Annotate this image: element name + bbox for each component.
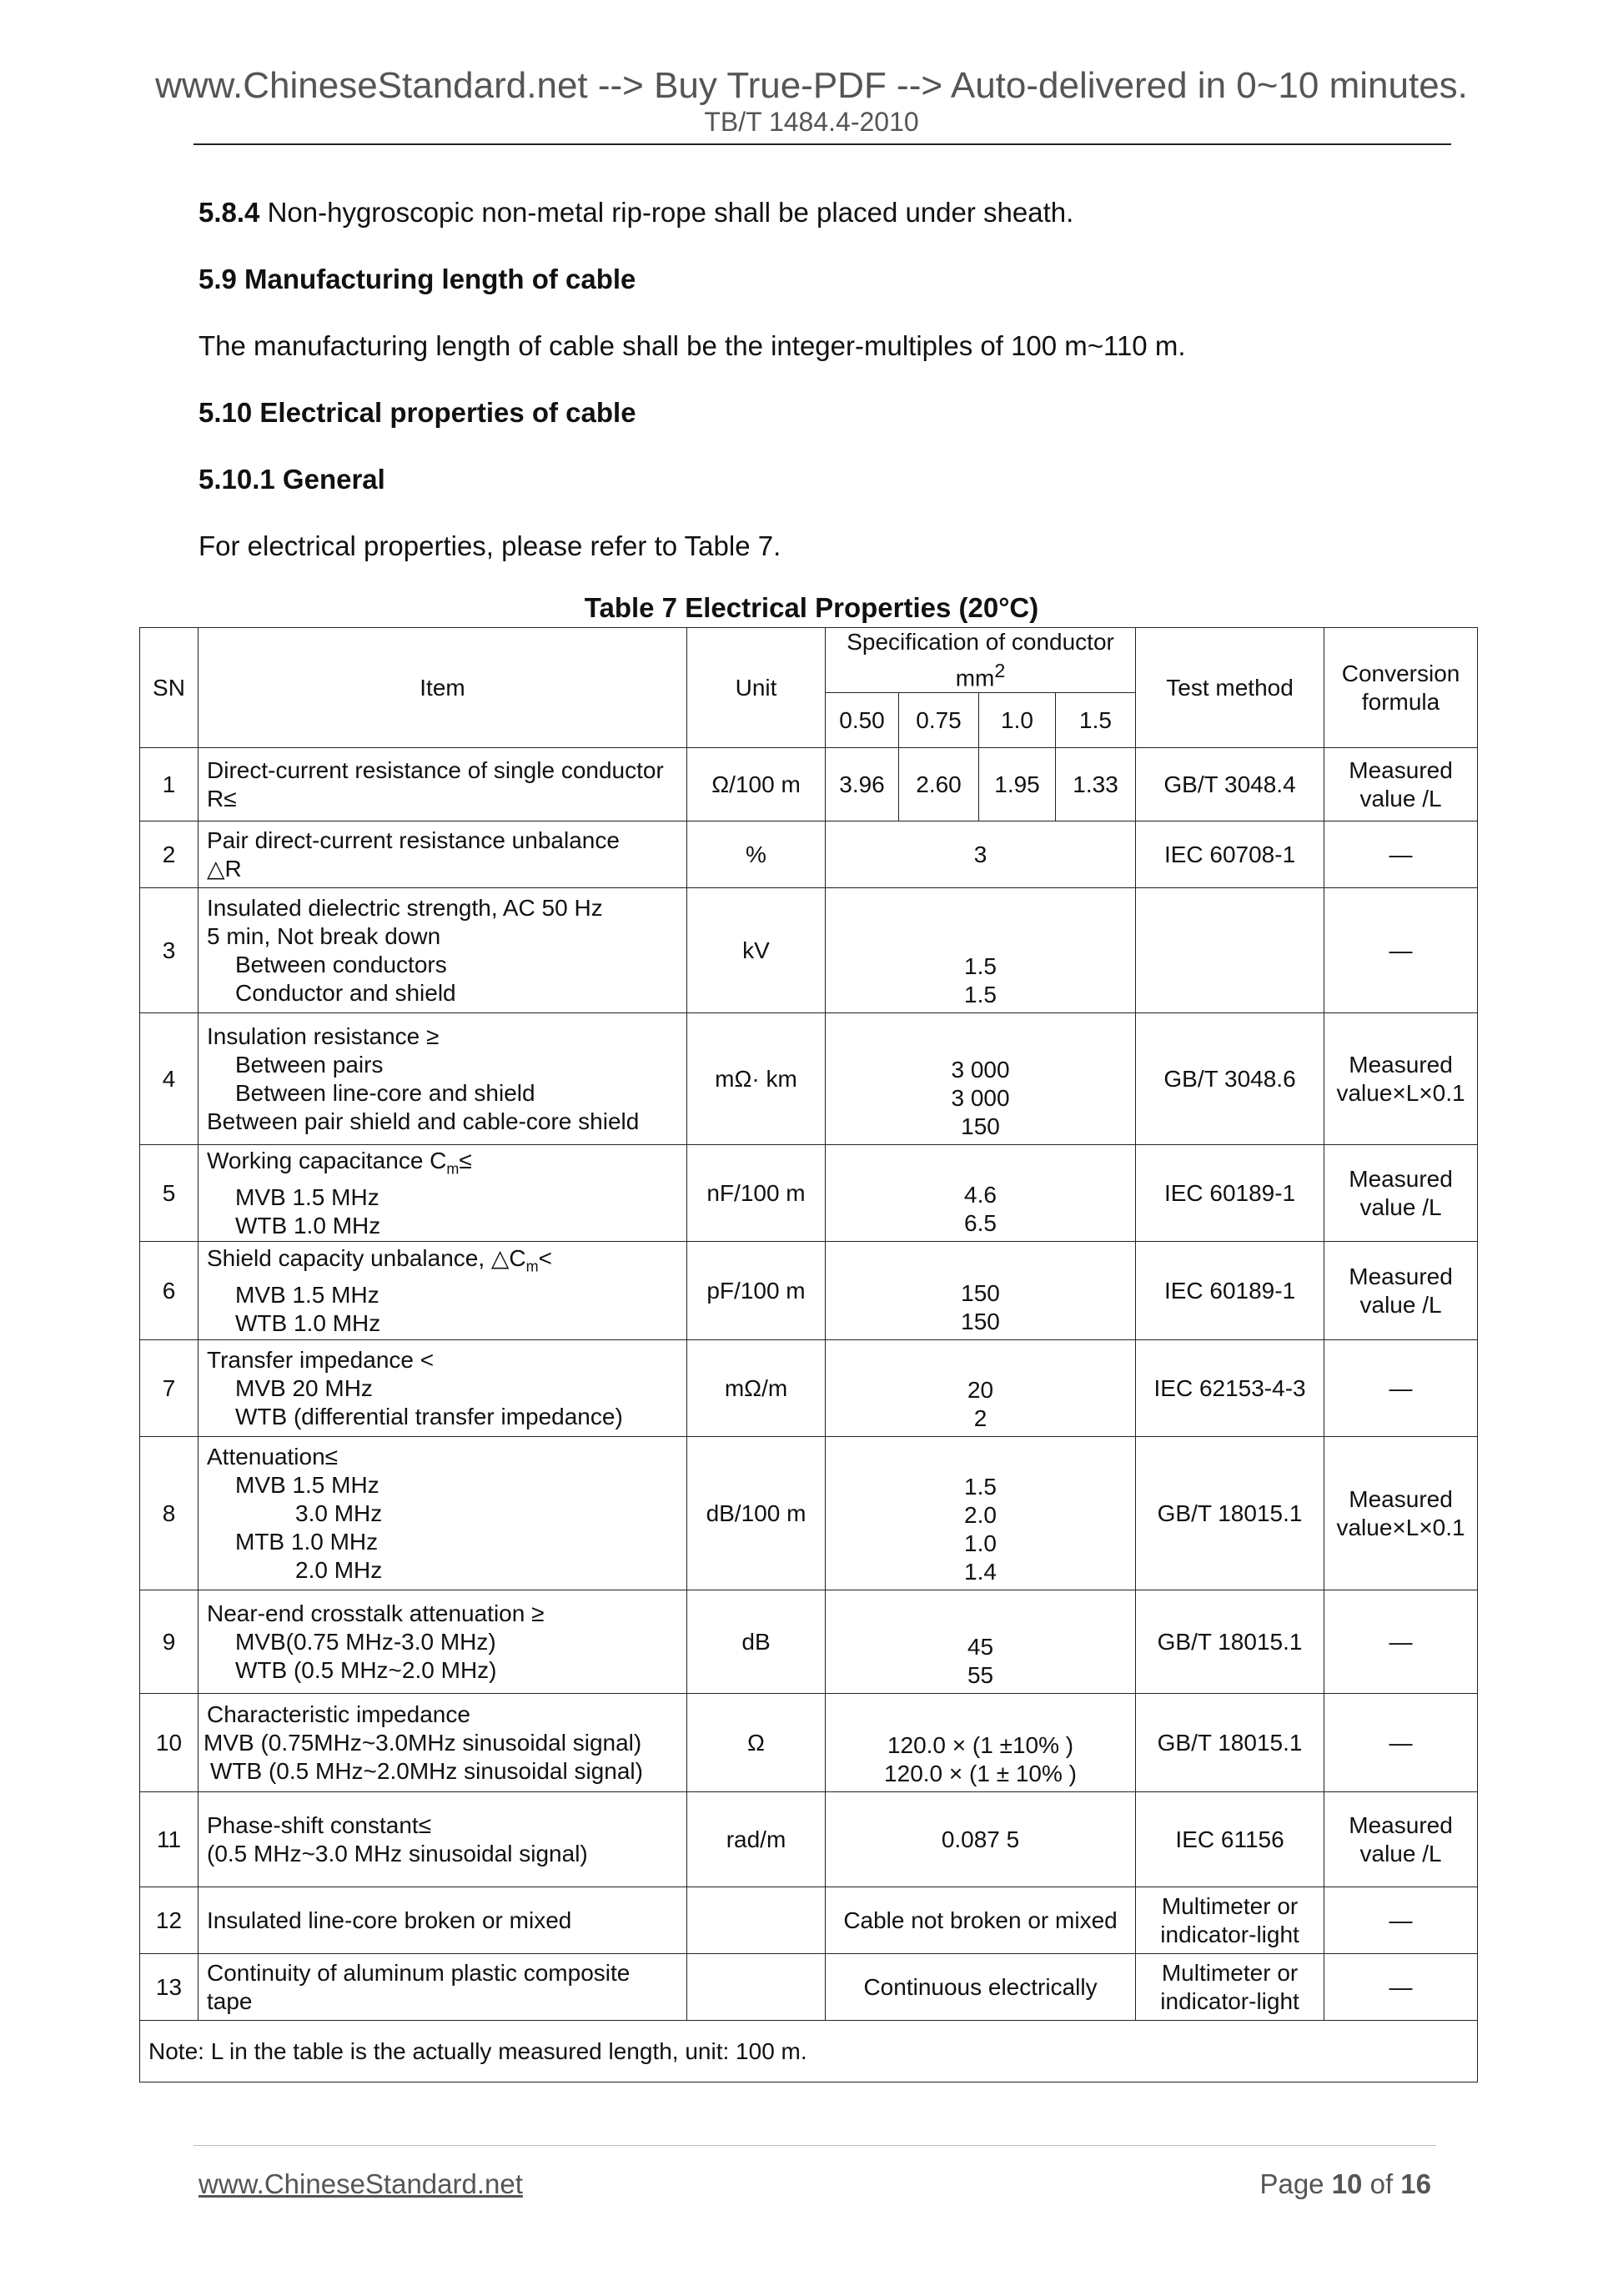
item-cell [198, 1145, 687, 1242]
footer-divider [193, 2145, 1436, 2146]
test-cell: GB/T 18015.1 [1136, 1590, 1324, 1694]
header-divider [193, 143, 1451, 145]
item-line: Attenuation≤ [207, 1443, 339, 1470]
test-cell: IEC 61156 [1136, 1792, 1324, 1887]
value-line: 120.0 × (1 ± 10% ) [884, 1761, 1077, 1787]
conv-cell: — [1324, 821, 1478, 888]
item-line: MVB 1.5 MHz [235, 1183, 379, 1210]
page-mid: of [1362, 2168, 1401, 2199]
value-cell: 3 [826, 821, 1136, 888]
section-number: 5.8.4 [198, 197, 260, 228]
sn-cell: 3 [140, 888, 198, 1013]
value-line: 20 [967, 1377, 994, 1404]
item-line: MVB 1.5 MHz [235, 1471, 379, 1498]
page-prefix: Page [1259, 2168, 1332, 2199]
unit-cell: pF/100 m [687, 1242, 826, 1340]
item-line: Between pairs [235, 1051, 384, 1078]
value-cell [826, 1590, 1136, 1694]
value-cell [826, 1242, 1136, 1340]
value-line: 120.0 × (1 ±10% ) [887, 1732, 1074, 1759]
item-line: 2.0 MHz [295, 1556, 383, 1583]
table-row [140, 821, 1478, 888]
value-cell: 1.95 [979, 748, 1056, 821]
item-cell [198, 1437, 687, 1590]
item-line: Insulated dielectric strength, AC 50 Hz [207, 894, 603, 921]
item-line: Between line-core and shield [235, 1079, 535, 1106]
item-line: Between pair shield and cable-core shield [207, 1108, 640, 1134]
table-row [140, 1792, 1478, 1887]
header-conversion: Conversion formula [1324, 628, 1478, 748]
item-cell [198, 888, 687, 1013]
unit-cell: Ω [687, 1694, 826, 1792]
section-5-10-1-title: 5.10.1 General [198, 464, 385, 495]
header-spec [826, 628, 1136, 693]
item-line: Insulation resistance ≥ [207, 1022, 440, 1049]
item-line: WTB (0.5 MHz~2.0 MHz) [235, 1656, 497, 1683]
test-cell: GB/T 3048.6 [1136, 1013, 1324, 1145]
header-test: Test method [1136, 628, 1324, 748]
size-cell: 1.0 [979, 693, 1056, 748]
value-cell [826, 1145, 1136, 1242]
item-line: MVB 1.5 MHz [235, 1281, 379, 1308]
item-line: Between conductors [235, 951, 447, 977]
item-line [207, 1244, 681, 1281]
item-cell [198, 1694, 687, 1792]
item-line: △R [207, 855, 242, 882]
test-cell: Multimeter or indicator-light [1136, 1887, 1324, 1954]
unit-cell [687, 1887, 826, 1954]
sn-cell: 9 [140, 1590, 198, 1694]
table-row [140, 1242, 1478, 1340]
size-cell: 0.75 [899, 693, 979, 748]
note-row [140, 2021, 1478, 2082]
item-line: Phase-shift constant≤ [207, 1811, 432, 1838]
item-line [207, 1147, 681, 1183]
conv-cell: — [1324, 1887, 1478, 1954]
item-cell [198, 1340, 687, 1437]
conv-cell: — [1324, 1954, 1478, 2021]
conv-cell: Measured value /L [1324, 1792, 1478, 1887]
conv-cell: Measured value /L [1324, 1145, 1478, 1242]
size-cell: 1.5 [1056, 693, 1136, 748]
item-cell: Direct-current resistance of single conductor R≤ [198, 748, 687, 821]
table-row [140, 1887, 1478, 1954]
item-line: Near-end crosstalk attenuation ≥ [207, 1600, 545, 1626]
conv-cell: — [1324, 1694, 1478, 1792]
item-cell [198, 1242, 687, 1340]
value-cell: 0.087 5 [826, 1792, 1136, 1887]
test-cell [1136, 888, 1324, 1013]
header-item: Item [198, 628, 687, 748]
value-line: 45 [967, 1634, 994, 1660]
item-line: Pair direct-current resistance unbalance [207, 826, 620, 853]
table-row [140, 1013, 1478, 1145]
value-line: 55 [967, 1662, 994, 1689]
item-line: WTB 1.0 MHz [235, 1212, 381, 1238]
test-cell: IEC 62153-4-3 [1136, 1340, 1324, 1437]
test-cell: IEC 60189-1 [1136, 1145, 1324, 1242]
page-total: 16 [1400, 2168, 1431, 2199]
table-row [140, 1340, 1478, 1437]
value-cell: 2.60 [899, 748, 979, 821]
value-line: 2.0 [964, 1502, 997, 1529]
header-unit: Unit [687, 628, 826, 748]
sn-cell: 7 [140, 1340, 198, 1437]
item-sub: m [446, 1160, 460, 1178]
value-cell [826, 1694, 1136, 1792]
item-text: Working capacitance C [207, 1148, 447, 1174]
item-text: Shield capacity unbalance, △C [207, 1245, 526, 1272]
table-row [140, 888, 1478, 1013]
sn-cell: 10 [140, 1694, 198, 1792]
unit-cell: Ω/100 m [687, 748, 826, 821]
value-cell [826, 888, 1136, 1013]
unit-cell: nF/100 m [687, 1145, 826, 1242]
value-line: 1.5 [964, 982, 997, 1008]
item-cell: Insulated line-core broken or mixed [198, 1887, 687, 1954]
section-5-10-title: 5.10 Electrical properties of cable [198, 397, 636, 428]
conv-cell: — [1324, 1590, 1478, 1694]
item-text: < [538, 1245, 553, 1272]
item-sub: m [525, 1258, 539, 1275]
value-line: 1.0 [964, 1530, 997, 1557]
value-cell [826, 1437, 1136, 1590]
conv-cell: — [1324, 888, 1478, 1013]
page-indicator [1259, 2168, 1431, 2200]
table-row [140, 1954, 1478, 2021]
value-line: 1.5 [964, 1474, 997, 1500]
item-cell [198, 821, 687, 888]
table-row [140, 1145, 1478, 1242]
value-line: 1.4 [964, 1559, 997, 1585]
value-line: 3 000 [951, 1057, 1010, 1083]
header-row [140, 628, 1478, 693]
item-line: WTB (differential transfer impedance) [235, 1403, 623, 1429]
sn-cell: 12 [140, 1887, 198, 1954]
value-line: 6.5 [964, 1210, 997, 1237]
item-cell [198, 1013, 687, 1145]
sn-cell: 1 [140, 748, 198, 821]
page-number: 10 [1331, 2168, 1363, 2199]
unit-cell: mΩ· km [687, 1013, 826, 1145]
section-5-9-text: The manufacturing length of cable shall be the integer-multiples of 100 m~110 m. [198, 330, 1186, 361]
item-text: ≤ [459, 1148, 472, 1174]
value-line: 1.5 [964, 953, 997, 980]
header-banner[interactable]: www.ChineseStandard.net --> Buy True-PDF --> Auto-delivered in 0~10 minutes. [155, 65, 1468, 106]
item-line: Conductor and shield [235, 979, 456, 1006]
item-line: 3.0 MHz [295, 1500, 383, 1526]
unit-cell [687, 1954, 826, 2021]
item-line: MVB(0.75 MHz-3.0 MHz) [235, 1628, 496, 1655]
table-caption: Table 7 Electrical Properties (20°C) [584, 592, 1039, 623]
test-cell: IEC 60708-1 [1136, 821, 1324, 888]
value-cell: Cable not broken or mixed [826, 1887, 1136, 1954]
item-cell [198, 1590, 687, 1694]
sn-cell: 13 [140, 1954, 198, 2021]
conv-cell: Measured value /L [1324, 748, 1478, 821]
item-line: MTB 1.0 MHz [235, 1528, 379, 1555]
item-line: MVB (0.75MHz~3.0MHz sinusoidal signal) [204, 1729, 642, 1756]
test-cell: GB/T 3048.4 [1136, 748, 1324, 821]
value-cell: 1.33 [1056, 748, 1136, 821]
table-row [140, 1590, 1478, 1694]
item-line: Transfer impedance < [207, 1346, 435, 1373]
header-sn: SN [140, 628, 198, 748]
value-line: 150 [961, 1113, 1000, 1140]
table-row [140, 1437, 1478, 1590]
test-cell: GB/T 18015.1 [1136, 1694, 1324, 1792]
value-cell [826, 1340, 1136, 1437]
header-spec-sup: 2 [994, 660, 1006, 681]
unit-cell: dB [687, 1590, 826, 1694]
conv-cell: Measured value×L×0.1 [1324, 1013, 1478, 1145]
header-spec-text: Specification of conductor mm [847, 629, 1114, 691]
unit-cell: dB/100 m [687, 1437, 826, 1590]
conv-cell: — [1324, 1340, 1478, 1437]
item-line: (0.5 MHz~3.0 MHz sinusoidal signal) [207, 1840, 588, 1866]
sn-cell: 8 [140, 1437, 198, 1590]
test-cell: IEC 60189-1 [1136, 1242, 1324, 1340]
item-cell: Continuity of aluminum plastic composite tape [198, 1954, 687, 2021]
item-cell [198, 1792, 687, 1887]
value-cell: 3.96 [826, 748, 899, 821]
item-line: Characteristic impedance [207, 1701, 470, 1727]
value-line: 3 000 [951, 1085, 1010, 1112]
footer-site-link[interactable]: www.ChineseStandard.net [198, 2168, 523, 2199]
value-cell: Continuous electrically [826, 1954, 1136, 2021]
value-line: 150 [961, 1280, 1000, 1307]
conv-cell: Measured value /L [1324, 1242, 1478, 1340]
table-note: Note: L in the table is the actually measured length, unit: 100 m. [140, 2021, 1478, 2082]
unit-cell: mΩ/m [687, 1340, 826, 1437]
item-line: 5 min, Not break down [207, 922, 441, 949]
sn-cell: 4 [140, 1013, 198, 1145]
test-cell: GB/T 18015.1 [1136, 1437, 1324, 1590]
sn-cell: 11 [140, 1792, 198, 1887]
section-5-9-title: 5.9 Manufacturing length of cable [198, 264, 636, 294]
item-line: WTB (0.5 MHz~2.0MHz sinusoidal signal) [210, 1757, 643, 1784]
sn-cell: 6 [140, 1242, 198, 1340]
value-line: 4.6 [964, 1182, 997, 1208]
value-cell [826, 1013, 1136, 1145]
size-cell: 0.50 [826, 693, 899, 748]
standard-number: TB/T 1484.4-2010 [704, 107, 919, 137]
conv-cell: Measured value×L×0.1 [1324, 1437, 1478, 1590]
sn-cell: 5 [140, 1145, 198, 1242]
test-cell: Multimeter or indicator-light [1136, 1954, 1324, 2021]
unit-cell: rad/m [687, 1792, 826, 1887]
section-5-8-4 [198, 197, 1073, 229]
table-row [140, 1694, 1478, 1792]
item-line: WTB 1.0 MHz [235, 1309, 381, 1336]
unit-cell: % [687, 821, 826, 888]
item-line: MVB 20 MHz [235, 1374, 373, 1401]
section-text: Non-hygroscopic non-metal rip-rope shall be placed under sheath. [259, 197, 1074, 228]
section-5-10-1-text: For electrical properties, please refer to Table 7. [198, 530, 781, 561]
sn-cell: 2 [140, 821, 198, 888]
value-line: 2 [973, 1405, 987, 1432]
unit-cell: kV [687, 888, 826, 1013]
value-line: 150 [961, 1309, 1000, 1335]
table-row [140, 748, 1478, 821]
electrical-properties-table [139, 627, 1478, 2082]
